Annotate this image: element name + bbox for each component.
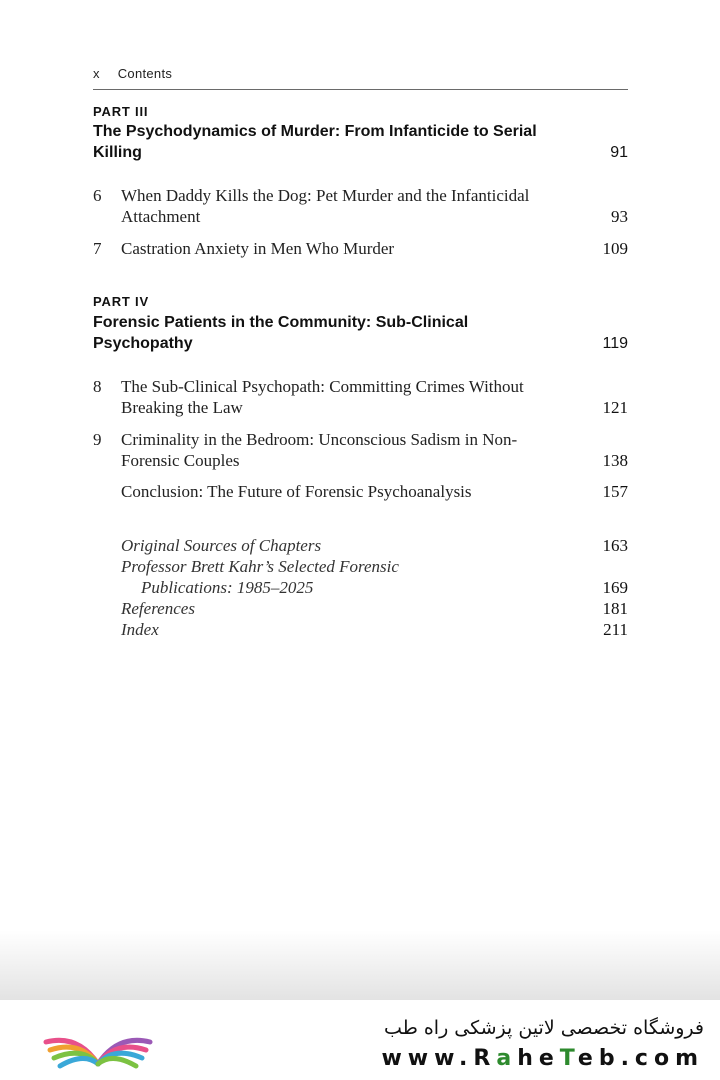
part-title[interactable] [93,312,628,354]
chapter-page-number: 109 [602,239,628,258]
back-matter-title: Index [121,620,159,639]
part-title-text: Forensic Patients in the Community: Sub-Clinical Psychopathy [93,314,469,352]
url-brand-letter: e [538,1046,560,1071]
open-book-rainbow-icon [38,1014,158,1079]
back-matter-title: References [121,599,195,618]
back-matter-page-number: 169 [602,578,628,597]
part-title[interactable] [93,121,628,163]
back-matter-entry[interactable] [121,535,628,556]
toc-entry[interactable] [93,376,628,418]
url-brand-letter: h [517,1046,539,1071]
chapter-number: 7 [93,239,102,258]
chapter-number: 8 [93,377,102,396]
chapter-title: Castration Anxiety in Men Who Murder [121,239,395,258]
chapter-page-number: 157 [602,482,628,501]
chapter-page-number: 138 [602,451,628,470]
back-matter-title: Professor Brett Kahr’s Selected Forensic [121,557,399,576]
chapter-title: The Sub-Clinical Psychopath: Committing Crimes Without Breaking the Law [121,377,524,417]
part-title-text: The Psychodynamics of Murder: From Infanticide to Serial Killing [93,123,537,161]
back-matter-page-number: 211 [603,620,628,639]
url-brand-letter: a [496,1046,518,1071]
back-matter-entry[interactable] [121,556,628,598]
back-matter-title: Original Sources of Chapters [121,536,322,555]
toc-entry[interactable] [93,429,628,471]
back-matter-entry[interactable] [121,598,628,619]
running-head [93,66,628,81]
back-matter-page-number: 163 [602,536,628,555]
back-matter-page-number: 181 [602,599,628,618]
toc-entry[interactable] [93,185,628,227]
chapter-page-number: 121 [602,398,628,417]
store-name: فروشگاه تخصصی لاتین پزشکی راه طب [384,1017,704,1039]
url-brand-letter: T [559,1046,578,1071]
store-url[interactable] [344,1046,704,1071]
url-brand-letter: e [577,1046,599,1071]
chapter-number: 6 [93,186,102,205]
chapter-title: Conclusion: The Future of Forensic Psychoanalysis [121,482,472,501]
header-rule [93,89,628,90]
back-matter-entry[interactable] [121,619,628,640]
chapter-number: 9 [93,430,102,449]
part-page-number: 119 [602,335,628,352]
toc-entry[interactable] [93,481,628,502]
running-head-title: Contents [117,66,173,81]
url-prefix: www. [381,1046,474,1071]
chapter-title: When Daddy Kills the Dog: Pet Murder and the Infanticidal Attachment [121,186,530,226]
store-banner [0,1000,720,1080]
url-brand-letter: b [598,1046,621,1071]
back-matter-title-continued: Publications: 1985–2025 [141,578,314,597]
chapter-page-number: 93 [611,207,628,226]
url-brand-letter: R [473,1046,497,1071]
running-head-page-number: x [93,66,100,81]
part-label: PART III [93,104,149,119]
toc-entry[interactable] [93,238,628,259]
part-page-number: 91 [610,144,628,161]
url-suffix: .com [620,1046,704,1071]
part-label: PART IV [93,294,149,309]
chapter-title: Criminality in the Bedroom: Unconscious Sadism in Non-Forensic Couples [121,430,518,470]
